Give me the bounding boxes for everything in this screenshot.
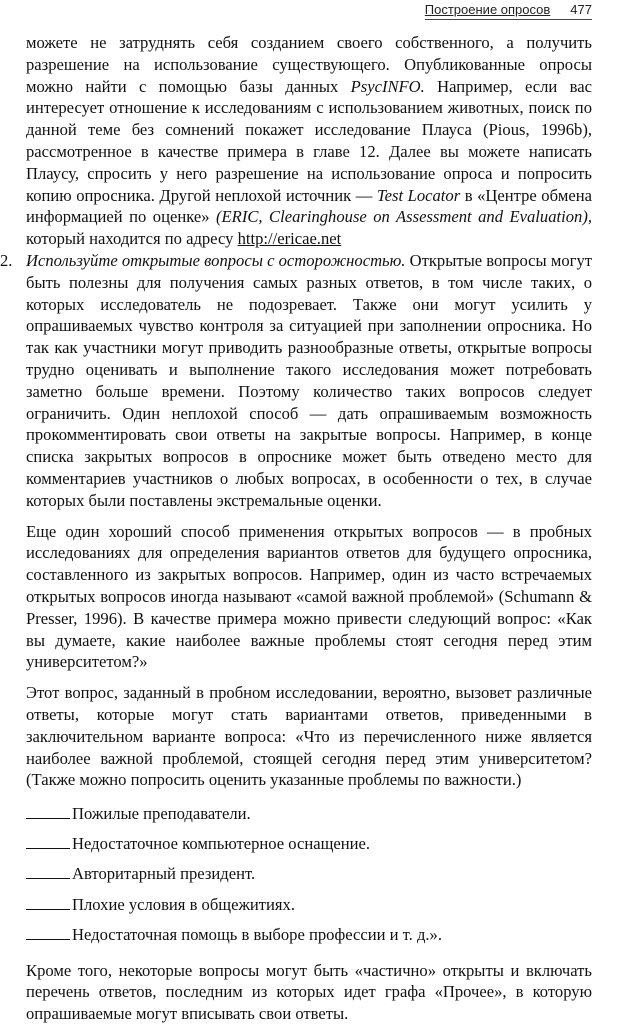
option-label: Пожилые преподаватели. bbox=[72, 804, 251, 824]
option-label: Недостаточная помощь в выборе профессии и т. д.». bbox=[72, 924, 442, 944]
text-run: в «Центре обмена информацией по оценке» bbox=[26, 185, 592, 227]
paragraph-continuation bbox=[26, 32, 592, 250]
header-rule bbox=[425, 19, 592, 20]
answer-blank bbox=[26, 865, 70, 879]
option-label: Авторитарный президент. bbox=[72, 864, 256, 884]
text-run: который находится по адресу bbox=[26, 229, 238, 249]
source-name: Test Locator bbox=[376, 185, 461, 205]
answer-options bbox=[26, 803, 592, 946]
answer-option bbox=[26, 863, 592, 885]
answer-option bbox=[26, 803, 592, 825]
url-link[interactable]: http://ericae.net bbox=[237, 229, 342, 249]
answer-blank bbox=[26, 926, 70, 940]
answer-blank bbox=[26, 896, 70, 910]
list-item-2 bbox=[0, 250, 592, 512]
paragraph-partially-open: Кроме того, некоторые вопросы могут быть «частично» открыты и включать перечень ответов, последним из которых идет графа «Прочее», в которую опрашиваемые могут вписывать свои ответы. bbox=[26, 960, 592, 1024]
database-name: PsycINFO. bbox=[350, 76, 425, 96]
answer-blank bbox=[26, 805, 70, 819]
option-label: Плохие условия в общежитиях. bbox=[72, 894, 295, 914]
item-number: 2. bbox=[0, 250, 13, 270]
answer-option bbox=[26, 894, 592, 916]
running-header bbox=[425, 2, 592, 17]
answer-blank bbox=[26, 835, 70, 849]
item-text: Открытые вопросы могут быть полезны для получения самых разных ответов, в том числе таких, о которых исследователь не подозревает. Также они могут усилить у опрашиваемых чувство контроля за ситуацией при заполнении опросника. Но так как участники могут приводить разнообразные ответы, открытые вопросы трудно оценивать и выполнение такого исследования может потребовать заметно больше времени. Поэтому количество таких вопросов следует ограничить. Один неплохой способ — дать опрашиваемым возможность прокомментировать свои ответы на закрытые вопросы. Например, в конце списка закрытых вопросов в опроснике может быть отведено место для комментариев участников о любых вопросах, в особенности о тех, в случае которых были поставлены экстремальные оценки. bbox=[26, 250, 592, 510]
option-label: Недостаточное компьютерное оснащение. bbox=[72, 834, 371, 854]
organization-name: (ERIC, Clearinghouse on Assessment and Evaluation), bbox=[216, 207, 593, 227]
paragraph-question-example: Этот вопрос, заданный в пробном исследовании, вероятно, вызовет различные ответы, которые могут стать вариантами ответов, приведенными в заключительном варианте вопроса: «Что из перечисленного ниже является наиболее важной проблемой, стоящей сегодня перед этим университетом? (Также можно попросить оценить указанные проблемы по важности.) bbox=[26, 683, 592, 790]
page-number: 477 bbox=[570, 2, 592, 17]
body-text bbox=[0, 32, 593, 1025]
text-run: можете не затруднять себя созданием своего собственного, а получить разрешение на использование существующего. Опубликованные опросы можно найти с помощью базы данных bbox=[26, 33, 592, 96]
text-run: Например, если вас интересует отношение к исследованиям с использованием животных, поиск по данной теме без сомнений покажет исследование Плауса (Pious, 1996b), рассмотренное в качестве примера в главе 12. Далее вы можете написать Плаусу, спросить у него разрешение на использование опроса и попросить копию опросника. Другой неплохой источник — bbox=[26, 76, 592, 205]
paragraph-pilot-studies: Еще один хороший способ применения открытых вопросов — в пробных исследованиях для определения вариантов ответов для будущего опросника, составленного из закрытых вопросов. Например, один из часто встречаемых открытых вопросов иногда называют «самой важной проблемой» (Schumann & Presser, 1996). В качестве примера можно привести следующий вопрос: «Как вы думаете, какие наиболее важные проблемы стоят сегодня перед этим университетом?» bbox=[26, 521, 592, 672]
item-heading: Используйте открытые вопросы с осторожностью. bbox=[26, 250, 406, 270]
section-title: Построение опросов bbox=[424, 2, 551, 17]
answer-option bbox=[26, 833, 592, 855]
answer-option bbox=[26, 924, 592, 946]
